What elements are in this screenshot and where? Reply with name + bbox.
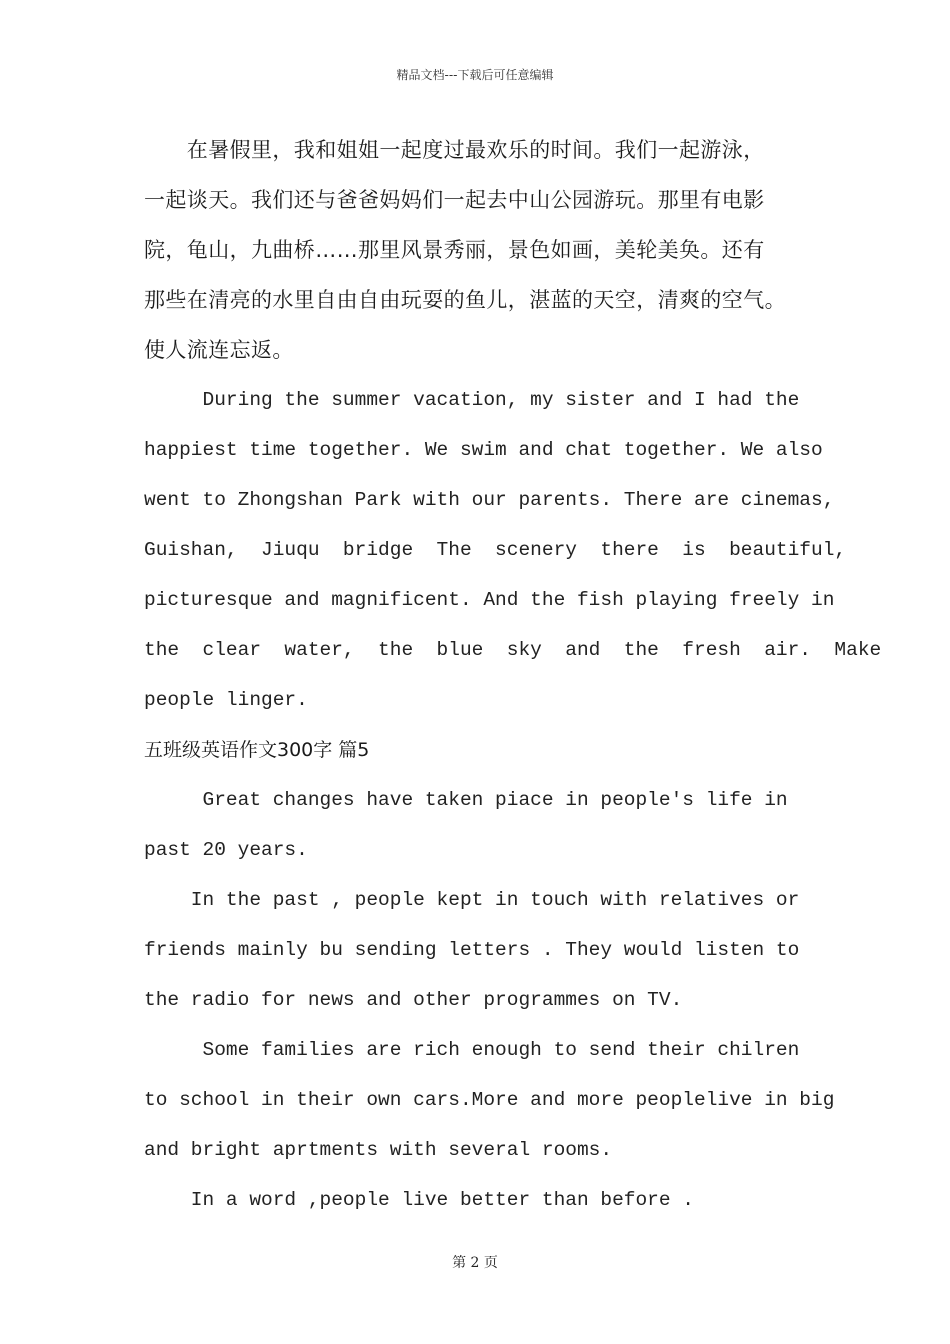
text-line: friends mainly bu sending letters . They would listen to: [144, 939, 800, 961]
paragraph-en-changes: [144, 775, 808, 875]
document-body: [144, 125, 882, 1225]
text-line: happiest time together. We swim and chat together. We also: [144, 439, 823, 461]
text-line: 在暑假里，我和姐姐一起度过最欢乐的时间。我们一起游泳，: [144, 138, 765, 162]
text-line: to school in their own cars.More and more peoplelive in big: [144, 1089, 835, 1111]
text-line: Some families are rich enough to send their chilren: [144, 1039, 800, 1061]
text-line: 一起谈天。我们还与爸爸妈妈们一起去中山公园游玩。那里有电影: [144, 188, 765, 212]
text-line: picturesque and magnificent. And the fish playing freely in: [144, 589, 835, 611]
paragraph-en-conclusion: [144, 1175, 808, 1225]
text-line: 使人流连忘返。: [144, 338, 294, 362]
text-line: In the past , people kept in touch with relatives or: [144, 889, 800, 911]
text-line: people linger.: [144, 689, 308, 711]
text-line: In a word ,people live better than before .: [144, 1189, 694, 1211]
text-line: During the summer vacation, my sister and I had the: [144, 389, 800, 411]
page-number: 第 2 页: [452, 1255, 498, 1271]
text-line: past 20 years.: [144, 839, 308, 861]
text-line: 院，龟山，九曲桥……那里风景秀丽，景色如画，美轮美奂。还有: [144, 238, 765, 262]
page-header: 精品文档---下载后可任意编辑: [396, 68, 554, 82]
paragraph-en-families: [144, 1025, 835, 1175]
text-line: 那些在清亮的水里自由自由玩耍的鱼儿，湛蓝的天空，清爽的空气。: [144, 288, 786, 312]
text-line: Great changes have taken piace in people's life in: [144, 789, 788, 811]
text-line: went to Zhongshan Park with our parents. There are cinemas,: [144, 489, 835, 511]
paragraph-zh-summer: [144, 125, 808, 375]
text-line: the clear water, the blue sky and the fresh air. Make: [144, 639, 882, 661]
paragraph-en-summer: [144, 375, 882, 725]
text-line: the radio for news and other programmes on TV.: [144, 989, 683, 1011]
text-line: and bright aprtments with several rooms.: [144, 1139, 613, 1161]
text-line: Guishan, Jiuqu bridge The scenery there is beautiful,: [144, 539, 847, 561]
section-heading: 五班级英语作文300字 篇5: [144, 739, 370, 761]
paragraph-en-past: [144, 875, 808, 1025]
